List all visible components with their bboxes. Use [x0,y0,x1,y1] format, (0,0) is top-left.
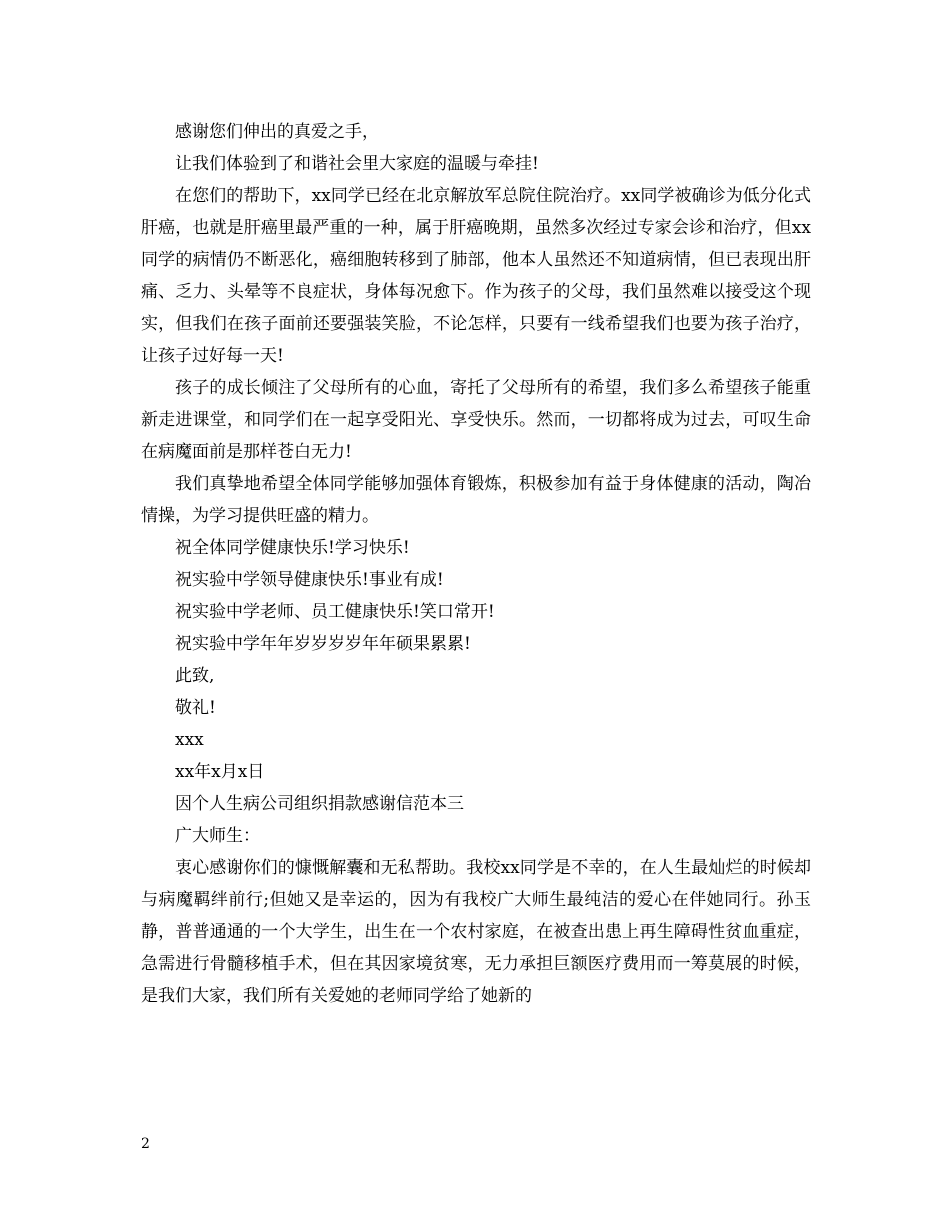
blessing-leaders: 祝实验中学领导健康快乐!事业有成! [175,570,444,590]
paragraph-exercise-wish: 我们真挚地希望全体同学能够加强体育锻炼，积极参加有益于身体健康的活动，陶冶情操，为学习提供旺盛的精力。 [141,474,811,526]
blessing-teachers: 祝实验中学老师、员工健康快乐!笑口常开! [175,602,495,622]
paragraph-gratitude: 衷心感谢你们的慷慨解囊和无私帮助。我校xx同学是不幸的，在人生最灿烂的时候却与病魔羁绊前行;但她又是幸运的，因为有我校广大师生最纯洁的爱心在伴她同行。孙玉静，普普通通的一个大学生，出生在一个农村家庭，在被查出患上再生障碍性贫血重症，急需进行骨髓移植手术，但在其因家境贫寒，无力承担巨额医疗费用而一筹莫展的时候，是我们大家，我们所有关爱她的老师同学给了她新的 [141,858,811,1006]
document-body [141,116,811,1012]
signature-date: xx年x月x日 [175,762,265,782]
closing-jingli: 敬礼! [175,698,216,718]
signature-name: xxx [175,730,204,750]
blessing-students: 祝全体同学健康快乐!学习快乐! [175,538,410,558]
salutation: 广大师生： [175,826,260,846]
closing-cizhi: 此致, [175,666,215,686]
paragraph-thanks-hands: 感谢您们伸出的真爱之手， [175,122,379,142]
blessing-school: 祝实验中学年年岁岁岁岁年年硕果累累! [175,634,471,654]
paragraph-treatment: 在您们的帮助下，xx同学已经在北京解放军总院住院治疗。xx同学被确诊为低分化式肝癌，也就是肝癌里最严重的一种，属于肝癌晚期，虽然多次经过专家会诊和治疗，但xx同学的病情仍不断恶化，癌细胞转移到了肺部，他本人虽然还不知道病情，但已表现出肝痛、乏力、头晕等不良症状，身体每况愈下。作为孩子的父母，我们虽然难以接受这个现实，但我们在孩子面前还要强装笑脸，不论怎样，只要有一线希望我们也要为孩子治疗，让孩子过好每一天! [141,186,811,366]
page-number: 2 [141,1136,150,1152]
paragraph-parents-hope: 孩子的成长倾注了父母所有的心血，寄托了父母所有的希望，我们多么希望孩子能重新走进课堂，和同学们在一起享受阳光、享受快乐。然而，一切都将成为过去，可叹生命在病魔面前是那样苍白无力! [141,378,811,462]
paragraph-warmth: 让我们体验到了和谐社会里大家庭的温暖与牵挂! [175,154,539,174]
section-title: 因个人生病公司组织捐款感谢信范本三 [175,794,464,814]
